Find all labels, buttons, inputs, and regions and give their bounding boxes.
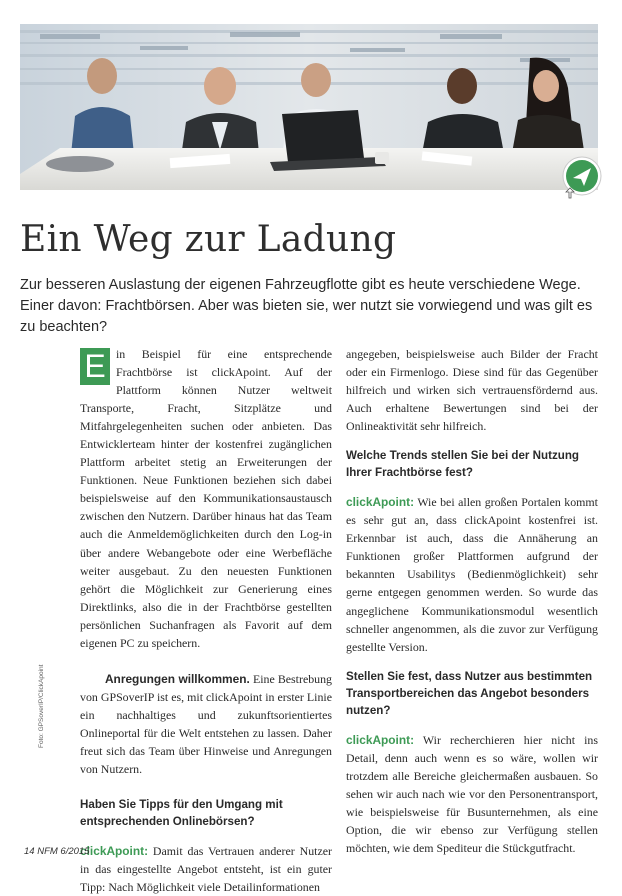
photo-credit: Foto: GPSoverIP/ClickApoint xyxy=(38,664,45,748)
answer-label: clickApoint: xyxy=(346,732,415,747)
answer-label: clickApoint: xyxy=(80,844,149,859)
left-column xyxy=(80,345,332,896)
intro-paragraph xyxy=(80,345,332,652)
continuation-paragraph: angegeben, beispielsweise auch Bilder der Fracht oder ein Firmenlogo. Diese sind für das Gegenüber hilfreich und wirken sich vertrauensfördernd aus. Auch erhaltene Bewertungen sind bei der Onlineaktivität sehr hilfreich. xyxy=(346,347,598,434)
navigation-arrow-icon xyxy=(560,156,604,200)
answer-trends-text: Wie bei allen großen Portalen kommt es sehr gut an, dass clickApoint kostenfrei ist. Erkennbar ist auch, dass die Annäherung an Funktionen großer Plattformen aufgrund der bekannten Usabilitys (Bedienmöglichkeit) sehr gerne entgegen genommen werden. So wurde das angeglichene Kommunikationsmodul wesentlich schneller angenommen, als die zuvor zur Verfügung gestellte Version. xyxy=(346,495,598,654)
answer-tips xyxy=(80,842,332,896)
meeting-photo-illustration xyxy=(20,24,598,190)
answer-label: clickApoint: xyxy=(346,495,415,510)
intro-text: in Beispiel für eine entsprechende Frachtbörse ist clickApoint. Auf der Plattform können Nutzer weltweit Transporte, Fracht, Sitzplätze und Mitfahrgelegenheiten suchen oder anbieten. Das Entwicklerteam hinter der kostenfrei zugänglichen Plattform arbeitet stetig an Erweiterungen der Funktionen. Neue Funktionen beziehen sich dabei beispielsweise auf den Kommunikationsaustausch zwischen den Nutzern. Darüber hinaus hat das Team auch die Anmeldemöglichkeiten durch den Log-in über andere Webangebote oder eine Werbefläche weiter ausgebaut. Zu den neuesten Funktionen gehört die Möglichkeit zur Generierung eines Direktlinks, also die in der Frachtbörse gestellten persönlichen Suchanfragen als Favorit auf dem eigenen PC zu speichern. xyxy=(80,347,332,650)
right-column xyxy=(346,345,598,857)
question-user-groups: Stellen Sie fest, dass Nutzer aus bestimmten Transportbereichen das Angebot besonders nutzen? xyxy=(346,669,593,717)
suggestions-text: Eine Bestrebung von GPSoverIP ist es, mit clickApoint in erster Linie ein nachhaltiges und zukunftsorientiertes Onlineportal für die Welt entstehen zu lassen. Daher freut sich das Team über Hinweise und Anregungen von Nutzern. xyxy=(80,671,333,777)
suggestions-lead-in: Anregungen willkommen. xyxy=(104,671,250,686)
question-tips: Haben Sie Tipps für den Umgang mit entsprechenden Onlinebörsen? xyxy=(80,798,283,829)
answer-tips-text: Damit das Vertrauen anderer Nutzer in das eingestellte Angebot entsteht, ist ein guter Tipp: Nach Möglichkeit viele Detailinformationen xyxy=(80,844,332,895)
suggestions-paragraph xyxy=(80,670,332,778)
article-lede: Zur besseren Auslastung der eigenen Fahrzeugflotte gibt es heute verschiedene Wege. Einer davon: Frachtbörsen. Aber was bieten sie, wer nutzt sie vorwiegend und was gilt es zu beachten? xyxy=(20,277,593,335)
article-title: Ein Weg zur Ladung xyxy=(20,219,397,260)
answer-user-groups-text: Wir recherchieren hier nicht ins Detail, denn auch wenn es so wäre, wollen wir trotzdem alle Bereiche gleichermaßen ausbauen. So sehen wir auch nach wie vor den Personentransport, wie beispielsweise für Busunternehmen, als eine Option, die wir ebenso zur Verfügung stellen möchten, wie dem Spediteur die Stückgutfracht. xyxy=(346,732,598,855)
answer-user-groups xyxy=(346,731,598,857)
answer-trends xyxy=(346,493,598,655)
drop-cap: E xyxy=(80,348,110,385)
question-trends: Welche Trends stellen Sie bei der Nutzung Ihrer Frachtbörse fest? xyxy=(346,449,580,480)
header-photo xyxy=(20,24,598,190)
navigation-badge xyxy=(560,156,604,200)
page-footer: 14 NFM 6/2015 xyxy=(24,846,90,857)
